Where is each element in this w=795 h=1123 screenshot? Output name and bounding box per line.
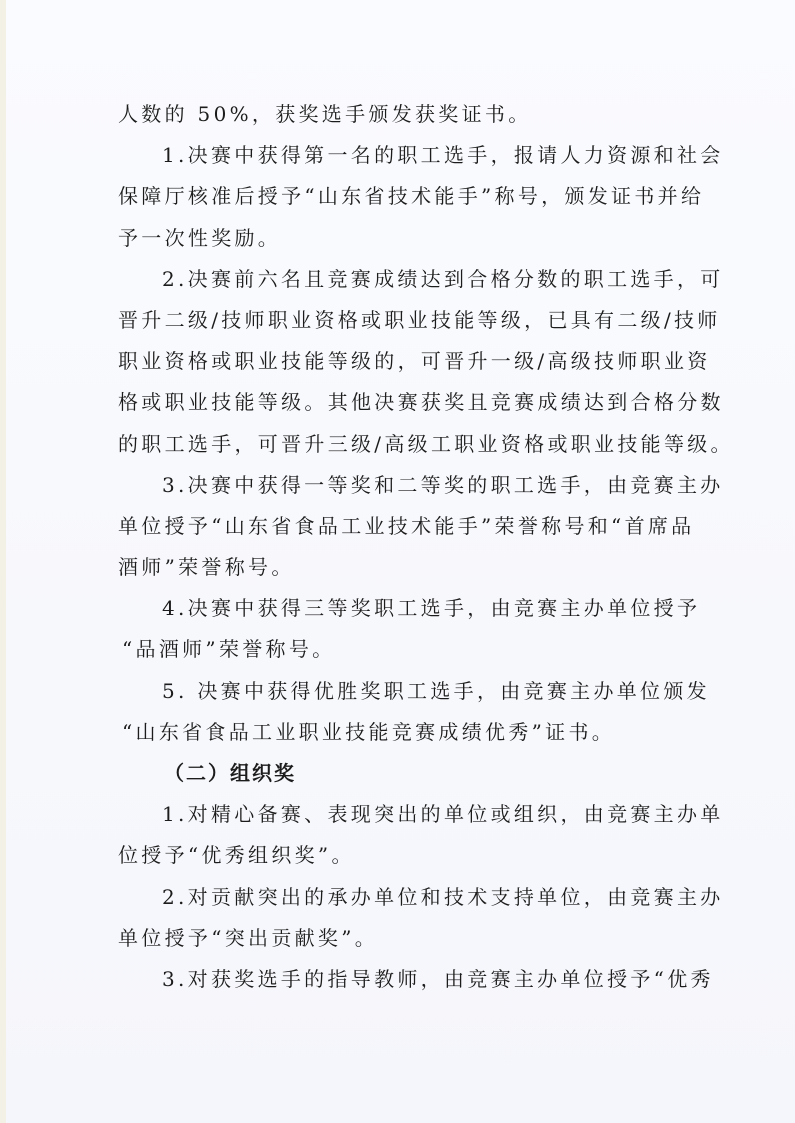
paragraph-line: 单位授予“突出贡献奖”。 — [118, 925, 379, 950]
paragraph-line: 保障厅核准后授予“山东省技术能手”称号，颁发证书并给 — [118, 184, 705, 209]
list-item-line: 5. 决赛中获得优胜奖职工选手，由竞赛主办单位颁发 — [162, 678, 710, 703]
list-item-line: 4.决赛中获得三等奖职工选手，由竞赛主办单位授予 — [162, 596, 701, 621]
paragraph-line: 位授予“优秀组织奖”。 — [118, 843, 355, 868]
list-item-line: 3.对获奖选手的指导教师，由竞赛主办单位授予“优秀 — [162, 966, 714, 991]
paragraph-line: 人数的 50%，获奖选手颁发获奖证书。 — [118, 102, 532, 126]
paragraph-line: 职业资格或职业技能等级的，可晋升一级/高级技师职业资 — [118, 349, 711, 374]
paragraph-line: 予一次性奖励。 — [118, 225, 282, 250]
list-item-line: 1.对精心备赛、表现突出的单位或组织，由竞赛主办单 — [162, 802, 724, 827]
paragraph-line: “山东省食品工业职业技能竞赛成绩优秀”证书。 — [122, 719, 616, 744]
document-body — [118, 94, 734, 1000]
section-heading: （二）组织奖 — [164, 761, 296, 785]
paragraph-line: 格或职业技能等级。其他决赛获奖且竞赛成绩达到合格分数 — [118, 390, 724, 415]
page-edge — [0, 0, 6, 1123]
list-item-line: 1.决赛中获得第一名的职工选手，报请人力资源和社会 — [162, 143, 724, 168]
list-item-line: 2.决赛前六名且竞赛成绩达到合格分数的职工选手，可 — [162, 266, 724, 291]
paragraph-line: “品酒师”荣誉称号。 — [122, 637, 336, 662]
list-item-line: 3.决赛中获得一等奖和二等奖的职工选手，由竞赛主办 — [162, 472, 724, 497]
paragraph-line: 晋升二级/技师职业资格或职业技能等级，已具有二级/技师 — [118, 307, 721, 332]
paragraph-line: 的职工选手，可晋升三级/高级工职业资格或职业技能等级。 — [118, 431, 734, 456]
paragraph-line: 单位授予“山东省食品工业技术能手”荣誉称号和“首席品 — [118, 513, 695, 538]
list-item-line: 2.对贡献突出的承办单位和技术支持单位，由竞赛主办 — [162, 884, 724, 909]
paragraph-line: 酒师”荣誉称号。 — [118, 555, 295, 580]
